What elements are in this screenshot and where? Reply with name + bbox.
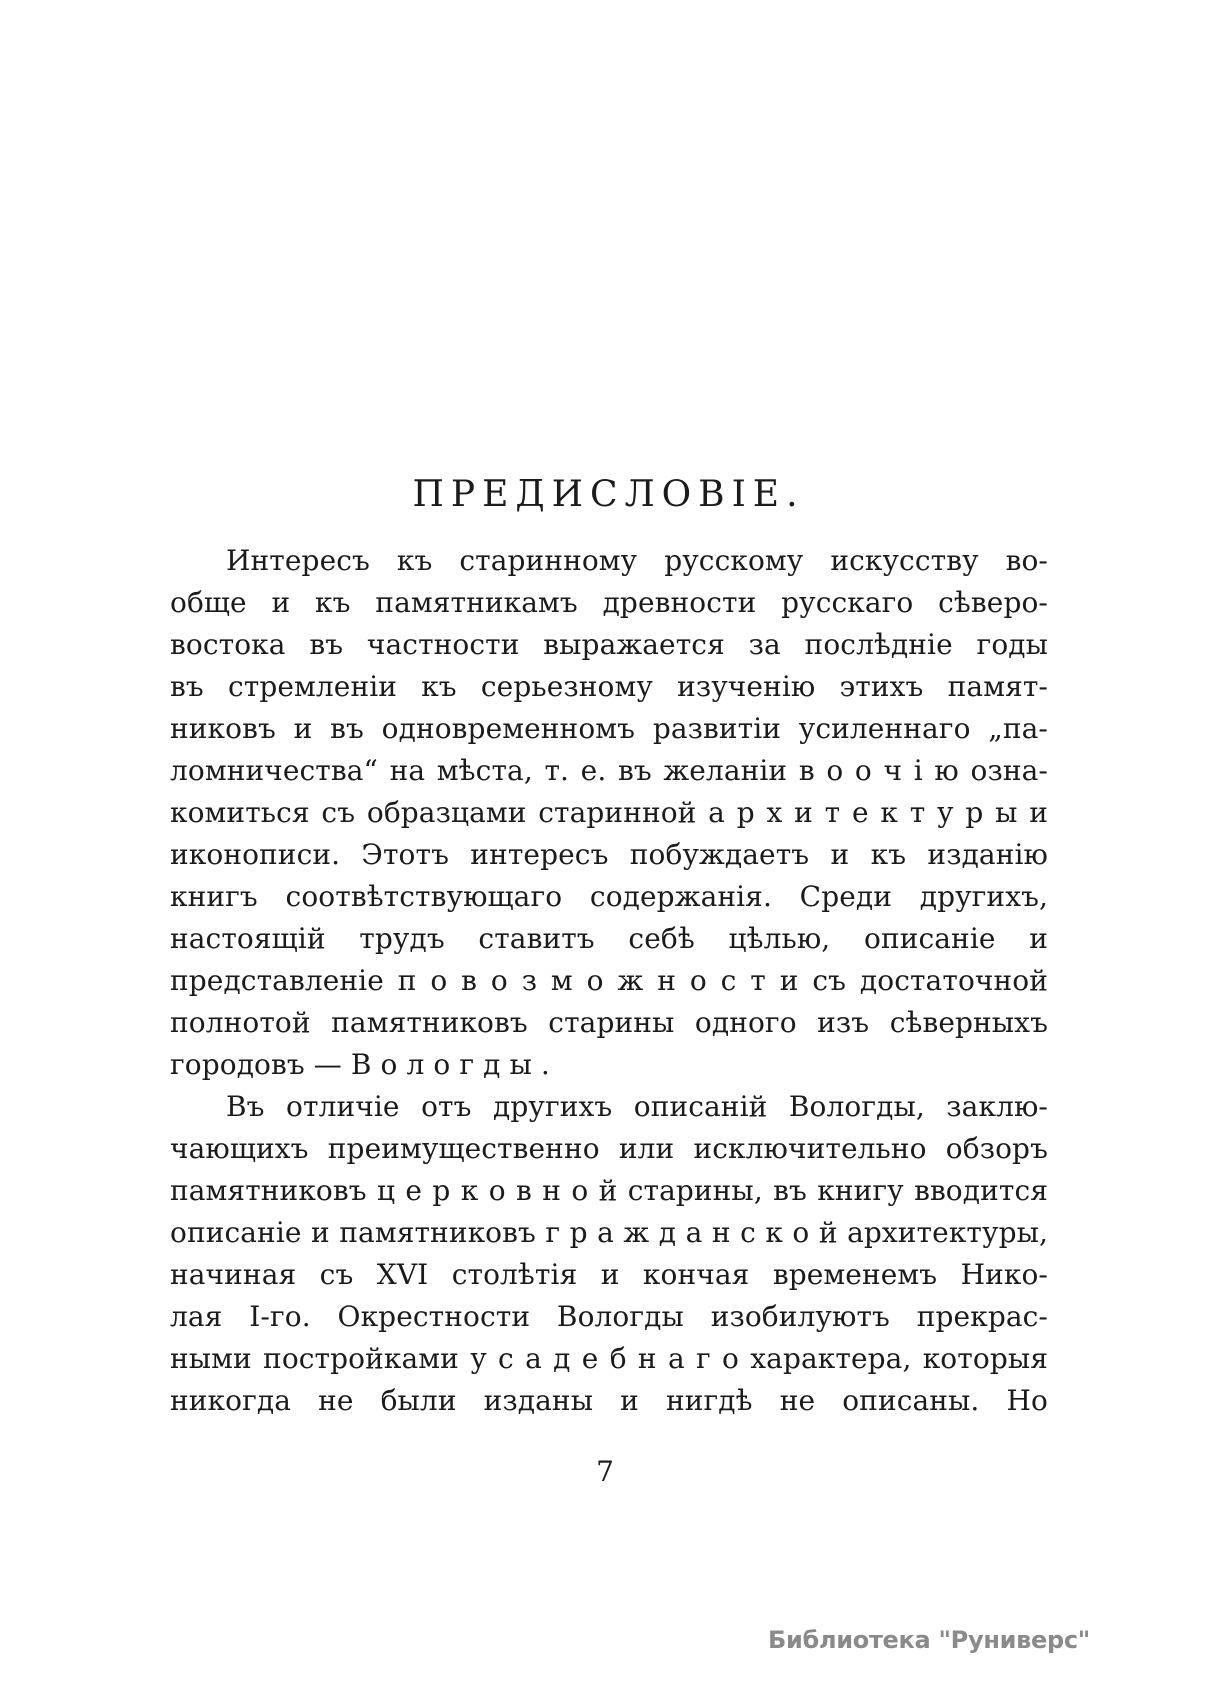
library-watermark: Библиотека "Руниверс" — [768, 1626, 1090, 1654]
text-line: Въ отличіе отъ другихъ описаній Вологды, заклю- — [226, 1090, 1048, 1123]
page-number: 7 — [596, 1455, 614, 1488]
text-line: описаніе и памятниковъ г р а ж д а н с к о й архитектуры, — [170, 1216, 1048, 1249]
text-line: въ стремленіи къ серьезному изученію этихъ памят- — [170, 670, 1048, 703]
text-line: памятниковъ ц е р к о в н о й старины, въ книгу вводится — [170, 1174, 1048, 1207]
text-line: ными постройками у с а д е б н а г о характера, которыя — [170, 1342, 1048, 1375]
text-line: востока въ частности выражается за послѣдніе годы — [170, 628, 1048, 661]
text-line: городовъ — В о л о г д ы . — [170, 1048, 550, 1081]
text-line: комиться съ образцами старинной а р х и т е к т у р ы и — [170, 796, 1048, 829]
text-line: никогда не были изданы и нигдѣ не описаны. Но — [170, 1384, 1048, 1417]
text-line: лая I-го. Окрестности Вологды изобилуютъ прекрас- — [170, 1300, 1048, 1333]
text-line: полнотой памятниковъ старины одного изъ сѣверныхъ — [170, 1006, 1048, 1039]
text-line: иконописи. Этотъ интересъ побуждаетъ и къ изданію — [170, 838, 1048, 871]
text-line: Интересъ къ старинному русскому искусству во- — [226, 544, 1048, 577]
page-title: ПРЕДИСЛОВІЕ. — [412, 474, 805, 516]
text-line: обще и къ памятникамъ древности русскаго сѣверо- — [170, 586, 1048, 619]
text-line: настоящій трудъ ставитъ себѣ цѣлью, описаніе и — [170, 922, 1048, 955]
text-line: начиная съ XVI столѣтія и кончая временемъ Нико- — [170, 1258, 1048, 1291]
text-line: ломничества“ на мѣста, т. е. въ желаніи в о о ч і ю озна- — [170, 754, 1048, 787]
text-line: никовъ и въ одновременномъ развитіи усиленнаго „па- — [170, 712, 1048, 745]
body-text — [170, 540, 1048, 1422]
text-line: чающихъ преимущественно или исключительно обзоръ — [170, 1132, 1048, 1165]
text-line: книгъ соотвѣтствующаго содержанія. Среди другихъ, — [170, 880, 1048, 913]
text-line: представленіе п о в о з м о ж н о с т и съ достаточной — [170, 964, 1048, 997]
